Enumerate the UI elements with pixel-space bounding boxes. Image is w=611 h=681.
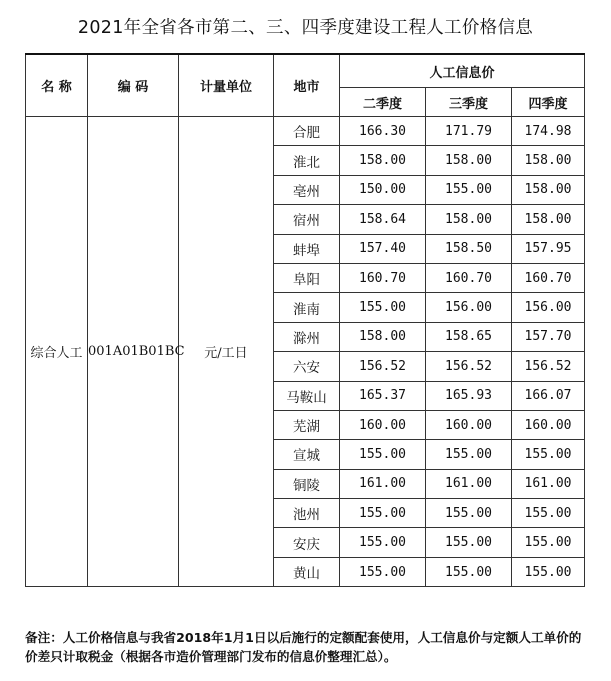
cell-q2: 155.00 — [340, 557, 426, 586]
cell-q2: 160.00 — [340, 410, 426, 439]
cell-q2: 158.00 — [340, 322, 426, 351]
cell-q2: 160.70 — [340, 263, 426, 292]
cell-q4: 155.00 — [512, 440, 585, 469]
cell-city: 池州 — [274, 499, 340, 528]
cell-q2: 158.64 — [340, 205, 426, 234]
cell-city: 芜湖 — [274, 410, 340, 439]
cell-q2: 157.40 — [340, 234, 426, 263]
cell-q4: 158.00 — [512, 205, 585, 234]
cell-q4: 158.00 — [512, 146, 585, 175]
item-unit: 元/工日 — [179, 117, 274, 587]
price-table — [25, 53, 585, 587]
cell-city: 马鞍山 — [274, 381, 340, 410]
cell-city: 阜阳 — [274, 263, 340, 292]
cell-q3: 156.52 — [426, 352, 512, 381]
header-q2: 二季度 — [340, 88, 426, 117]
cell-city: 宣城 — [274, 440, 340, 469]
header-unit: 计量单位 — [179, 54, 274, 117]
cell-q3: 155.00 — [426, 175, 512, 204]
cell-q4: 161.00 — [512, 469, 585, 498]
cell-city: 合肥 — [274, 117, 340, 146]
cell-q4: 166.07 — [512, 381, 585, 410]
cell-city: 蚌埠 — [274, 234, 340, 263]
cell-q2: 165.37 — [340, 381, 426, 410]
document-title: 2021年全省各市第二、三、四季度建设工程人工价格信息 — [77, 18, 534, 38]
cell-q4: 158.00 — [512, 175, 585, 204]
item-code: 001A01B01BC — [88, 117, 179, 587]
cell-q3: 160.00 — [426, 410, 512, 439]
cell-q3: 158.00 — [426, 205, 512, 234]
cell-city: 滁州 — [274, 322, 340, 351]
cell-q2: 150.00 — [340, 175, 426, 204]
cell-q4: 160.70 — [512, 263, 585, 292]
footnote: 备注：人工价格信息与我省2018年1月1日以后施行的定额配套使用，人工信息价与定额人工单价的价差只计取税金（根据各市造价管理部门发布的信息价整理汇总）。 — [25, 630, 582, 664]
header-q3: 三季度 — [426, 88, 512, 117]
cell-city: 安庆 — [274, 528, 340, 557]
table-row — [26, 117, 585, 146]
cell-city: 淮北 — [274, 146, 340, 175]
cell-q2: 155.00 — [340, 528, 426, 557]
cell-q3: 160.70 — [426, 263, 512, 292]
header-city: 地市 — [274, 54, 340, 117]
cell-q3: 158.65 — [426, 322, 512, 351]
header-code: 编 码 — [88, 54, 179, 117]
cell-q3: 161.00 — [426, 469, 512, 498]
cell-q2: 156.52 — [340, 352, 426, 381]
cell-q3: 155.00 — [426, 557, 512, 586]
cell-q3: 165.93 — [426, 381, 512, 410]
cell-q2: 158.00 — [340, 146, 426, 175]
item-name: 综合人工 — [26, 117, 88, 587]
cell-city: 黄山 — [274, 557, 340, 586]
cell-city: 宿州 — [274, 205, 340, 234]
cell-q3: 156.00 — [426, 293, 512, 322]
cell-q4: 174.98 — [512, 117, 585, 146]
cell-city: 铜陵 — [274, 469, 340, 498]
cell-q3: 155.00 — [426, 499, 512, 528]
cell-q3: 158.50 — [426, 234, 512, 263]
header-q4: 四季度 — [512, 88, 585, 117]
header-name: 名 称 — [26, 54, 88, 117]
cell-q3: 171.79 — [426, 117, 512, 146]
cell-q3: 155.00 — [426, 528, 512, 557]
cell-q3: 158.00 — [426, 146, 512, 175]
cell-q2: 166.30 — [340, 117, 426, 146]
cell-q4: 157.70 — [512, 322, 585, 351]
cell-q3: 155.00 — [426, 440, 512, 469]
table-body — [26, 117, 585, 587]
cell-q4: 160.00 — [512, 410, 585, 439]
cell-q4: 157.95 — [512, 234, 585, 263]
cell-q2: 155.00 — [340, 499, 426, 528]
cell-city: 六安 — [274, 352, 340, 381]
cell-q2: 161.00 — [340, 469, 426, 498]
header-price-group: 人工信息价 — [340, 54, 585, 88]
cell-q4: 155.00 — [512, 528, 585, 557]
cell-city: 亳州 — [274, 175, 340, 204]
cell-q4: 155.00 — [512, 557, 585, 586]
cell-q4: 156.52 — [512, 352, 585, 381]
cell-city: 淮南 — [274, 293, 340, 322]
cell-q2: 155.00 — [340, 440, 426, 469]
cell-q4: 156.00 — [512, 293, 585, 322]
cell-q4: 155.00 — [512, 499, 585, 528]
cell-q2: 155.00 — [340, 293, 426, 322]
